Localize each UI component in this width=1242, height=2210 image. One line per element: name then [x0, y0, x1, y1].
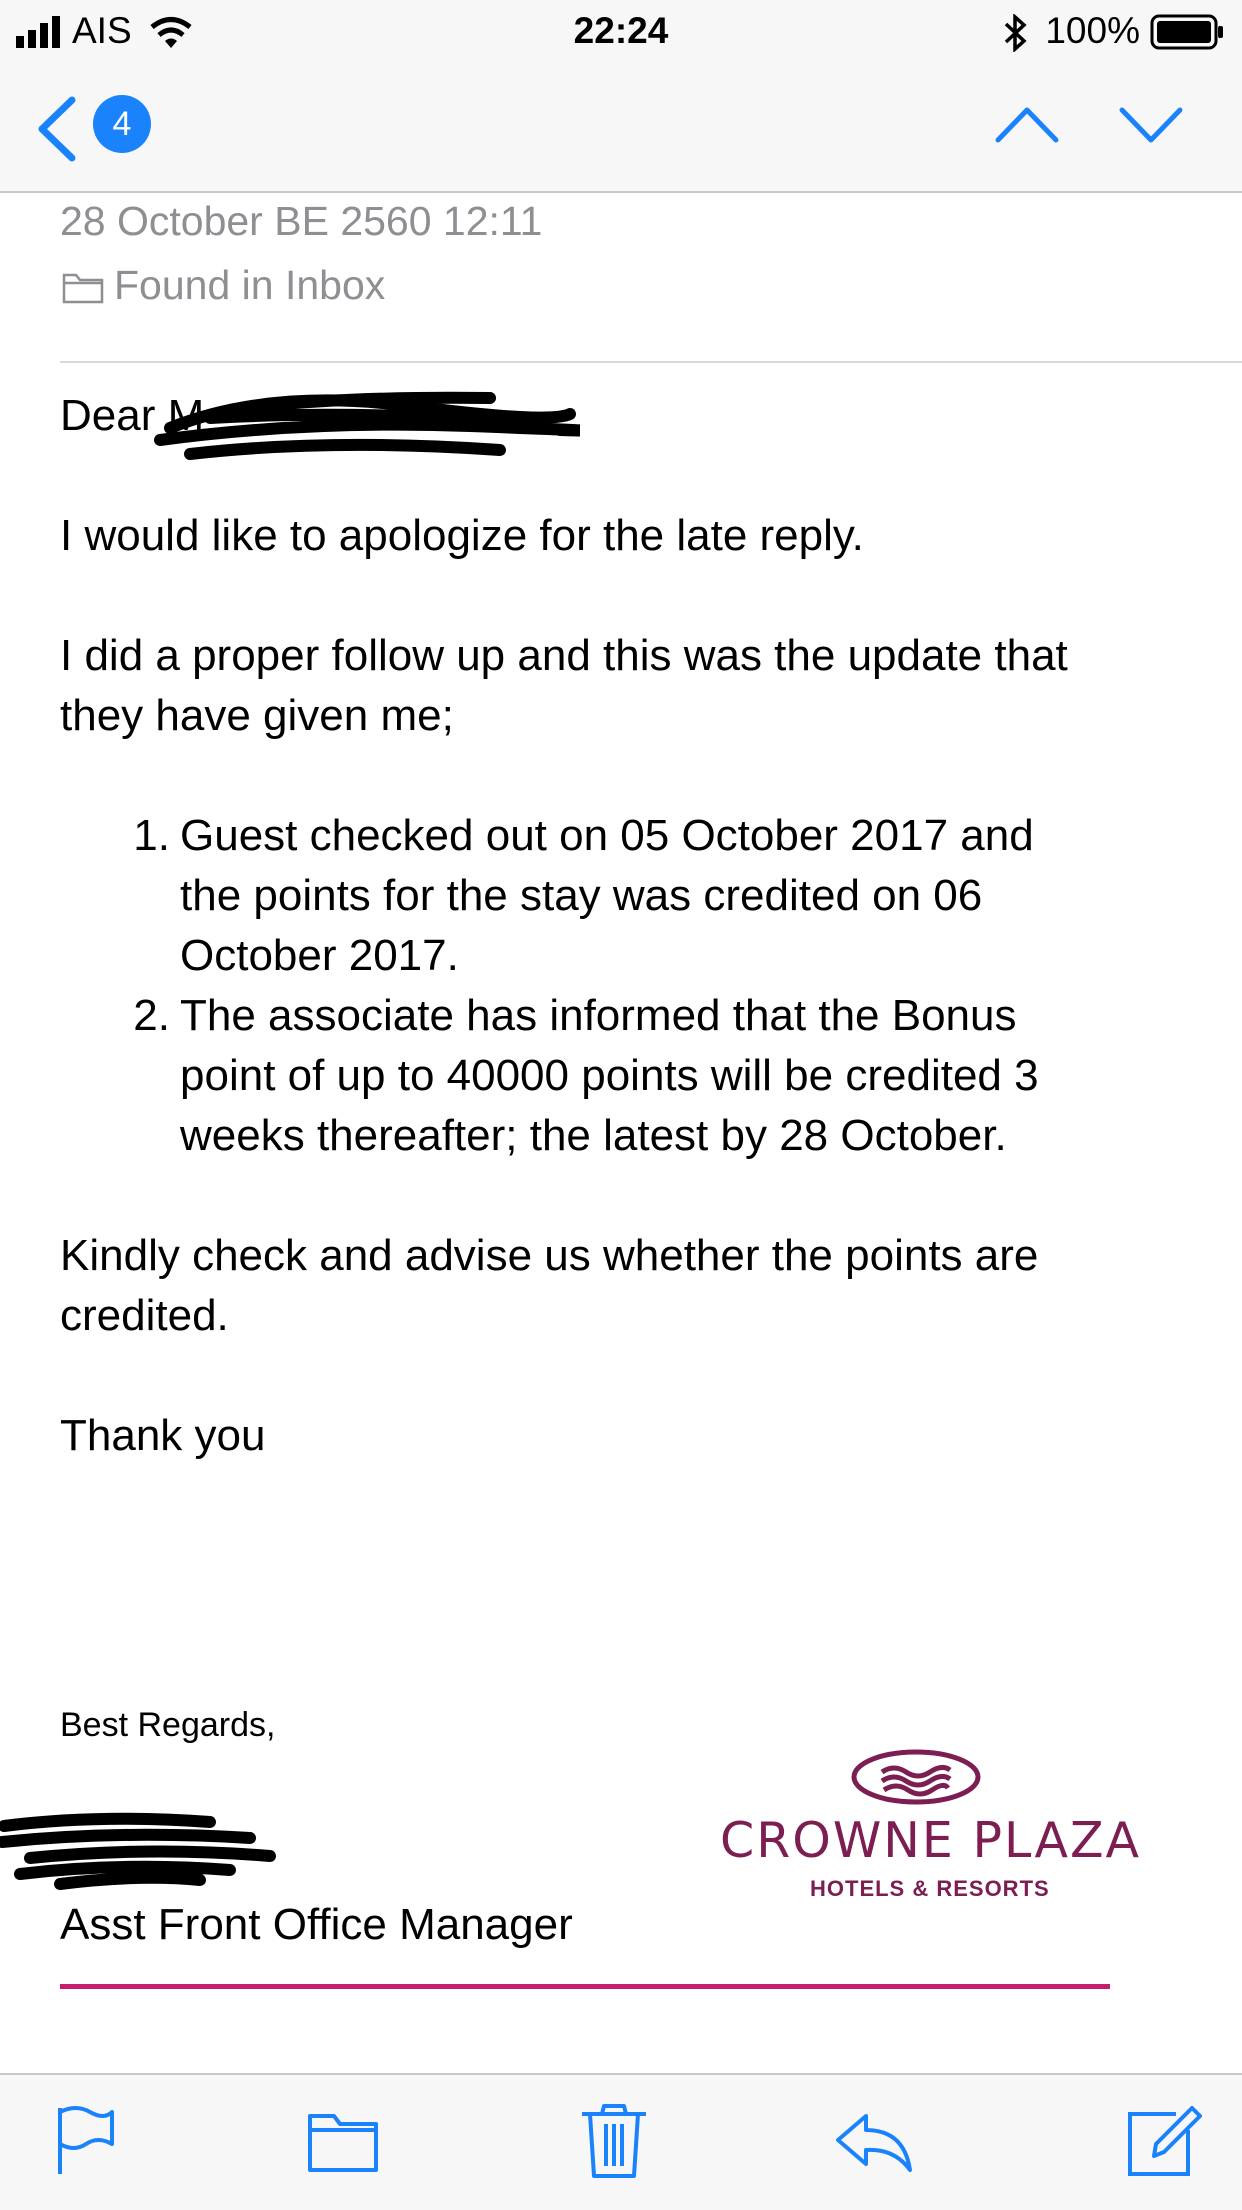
list-item-line: weeks thereafter; the latest by 28 October.	[180, 1111, 1007, 1160]
folder-icon	[62, 272, 104, 304]
logo-wordmark: CROWNE PLAZA	[720, 1812, 1142, 1869]
list-number: 2.	[133, 991, 170, 1040]
folder-icon[interactable]	[304, 2100, 384, 2180]
signature-divider	[60, 1984, 1110, 1989]
carrier-label: AIS	[72, 10, 132, 51]
list-item-line: point of up to 40000 points will be credited 3	[180, 1051, 1039, 1100]
list-number: 1.	[133, 811, 170, 860]
email-date: 28 October BE 2560 12:11	[60, 198, 543, 244]
signature-title: Asst Front Office Manager	[60, 1900, 573, 1949]
redaction-scribble	[150, 368, 580, 468]
paragraph-update-line2: they have given me;	[60, 691, 454, 740]
redaction-scribble	[0, 1800, 290, 1890]
divider	[60, 361, 1242, 363]
paragraph-update-line1: I did a proper follow up and this was the update that	[60, 631, 1068, 680]
thanks-text: Thank you	[60, 1411, 266, 1460]
unread-count-badge[interactable]: 4	[93, 95, 151, 153]
bluetooth-icon	[1003, 14, 1029, 52]
greeting: Dear M	[60, 391, 205, 440]
crowne-plaza-emblem-icon	[850, 1748, 982, 1806]
next-message-icon[interactable]	[1118, 106, 1184, 146]
list-item-line: the points for the stay was credited on 06	[180, 871, 983, 920]
logo-subtext: HOTELS & RESORTS	[810, 1876, 1050, 1901]
paragraph-apology: I would like to apologize for the late reply.	[60, 511, 864, 560]
trash-icon[interactable]	[574, 2100, 654, 2180]
compose-icon[interactable]	[1122, 2100, 1202, 2180]
folder-location[interactable]: Found in Inbox	[114, 262, 386, 308]
back-chevron-icon[interactable]	[34, 96, 78, 162]
regards-text: Best Regards,	[60, 1706, 276, 1744]
closing-line: Kindly check and advise us whether the points are	[60, 1231, 1039, 1280]
status-bar	[0, 0, 1242, 66]
list-item-line: Guest checked out on 05 October 2017 and	[180, 811, 1034, 860]
list-item-line: October 2017.	[180, 931, 459, 980]
battery-icon	[1150, 14, 1226, 50]
flag-icon[interactable]	[46, 2100, 126, 2180]
clock: 22:24	[573, 10, 669, 51]
closing-line: credited.	[60, 1291, 229, 1340]
list-item-line: The associate has informed that the Bonus	[180, 991, 1017, 1040]
battery-percentage: 100%	[1045, 10, 1140, 51]
previous-message-icon[interactable]	[994, 104, 1060, 144]
reply-icon[interactable]	[834, 2100, 914, 2180]
